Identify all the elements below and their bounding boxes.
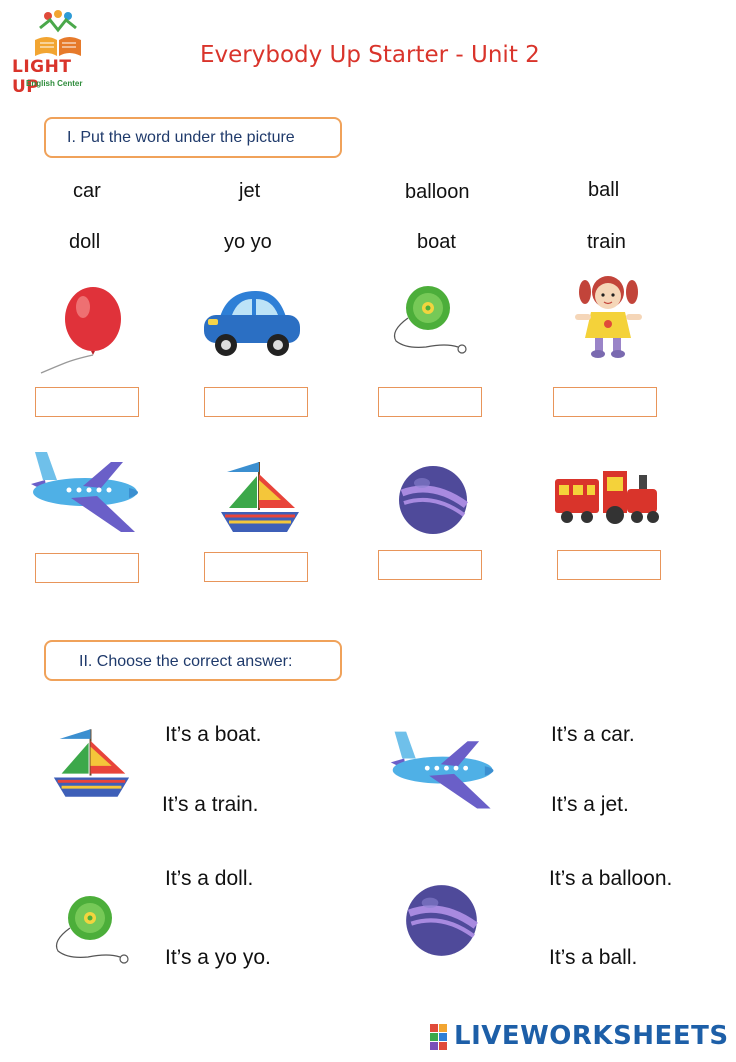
- choice-option[interactable]: It’s a yo yo.: [165, 946, 271, 969]
- answer-box[interactable]: [553, 387, 657, 417]
- word-bank-item: train: [587, 231, 626, 253]
- liveworksheets-watermark: [430, 1020, 730, 1056]
- yoyo-icon: [48, 893, 133, 968]
- answer-box[interactable]: [378, 550, 482, 580]
- word-bank-item: balloon: [405, 181, 470, 203]
- word-bank-item: jet: [239, 180, 261, 202]
- plane-icon: [385, 727, 505, 815]
- watermark-text: LIVEWORKSHEETS: [454, 1021, 729, 1051]
- section2-label: II. Choose the correct answer:: [79, 653, 293, 670]
- balloon-icon: [35, 285, 125, 375]
- section1-header-box: [44, 117, 342, 158]
- section1-label: I. Put the word under the picture: [67, 129, 295, 146]
- word-bank-item: yo yo: [224, 231, 272, 253]
- answer-box[interactable]: [378, 387, 482, 417]
- choice-option[interactable]: It’s a doll.: [165, 867, 254, 890]
- yoyo-icon: [386, 283, 471, 358]
- answer-box[interactable]: [204, 387, 308, 417]
- section2-header-box: [44, 640, 342, 681]
- liveworksheets-logo-icon: [430, 1024, 456, 1050]
- logo-subtitle: English Center: [26, 79, 83, 88]
- boat-icon: [50, 725, 132, 803]
- choice-option[interactable]: It’s a car.: [551, 723, 635, 746]
- choice-option[interactable]: It’s a boat.: [165, 723, 262, 746]
- logo: [10, 10, 105, 97]
- answer-box[interactable]: [204, 552, 308, 582]
- answer-box[interactable]: [557, 550, 661, 580]
- choice-option[interactable]: It’s a train.: [162, 793, 259, 816]
- word-bank-item: doll: [69, 231, 101, 253]
- answer-box[interactable]: [35, 387, 139, 417]
- choice-option[interactable]: It’s a jet.: [551, 793, 629, 816]
- ball-icon: [403, 882, 481, 960]
- train-icon: [553, 465, 663, 530]
- word-bank-item: car: [73, 180, 101, 202]
- doll-icon: [571, 272, 646, 360]
- logo-book-icon: [10, 10, 105, 60]
- ball-icon: [396, 463, 471, 538]
- logo-name: LIGHT UP: [12, 57, 72, 97]
- word-bank-item: boat: [417, 231, 456, 253]
- choice-option[interactable]: It’s a ball.: [549, 946, 638, 969]
- plane-icon: [25, 448, 150, 538]
- page-title: Everybody Up Starter - Unit 2: [200, 42, 540, 68]
- choice-option[interactable]: It’s a balloon.: [549, 867, 673, 890]
- boat-icon: [217, 458, 302, 538]
- car-icon: [198, 285, 304, 360]
- answer-box[interactable]: [35, 553, 139, 583]
- word-bank-item: ball: [588, 179, 620, 201]
